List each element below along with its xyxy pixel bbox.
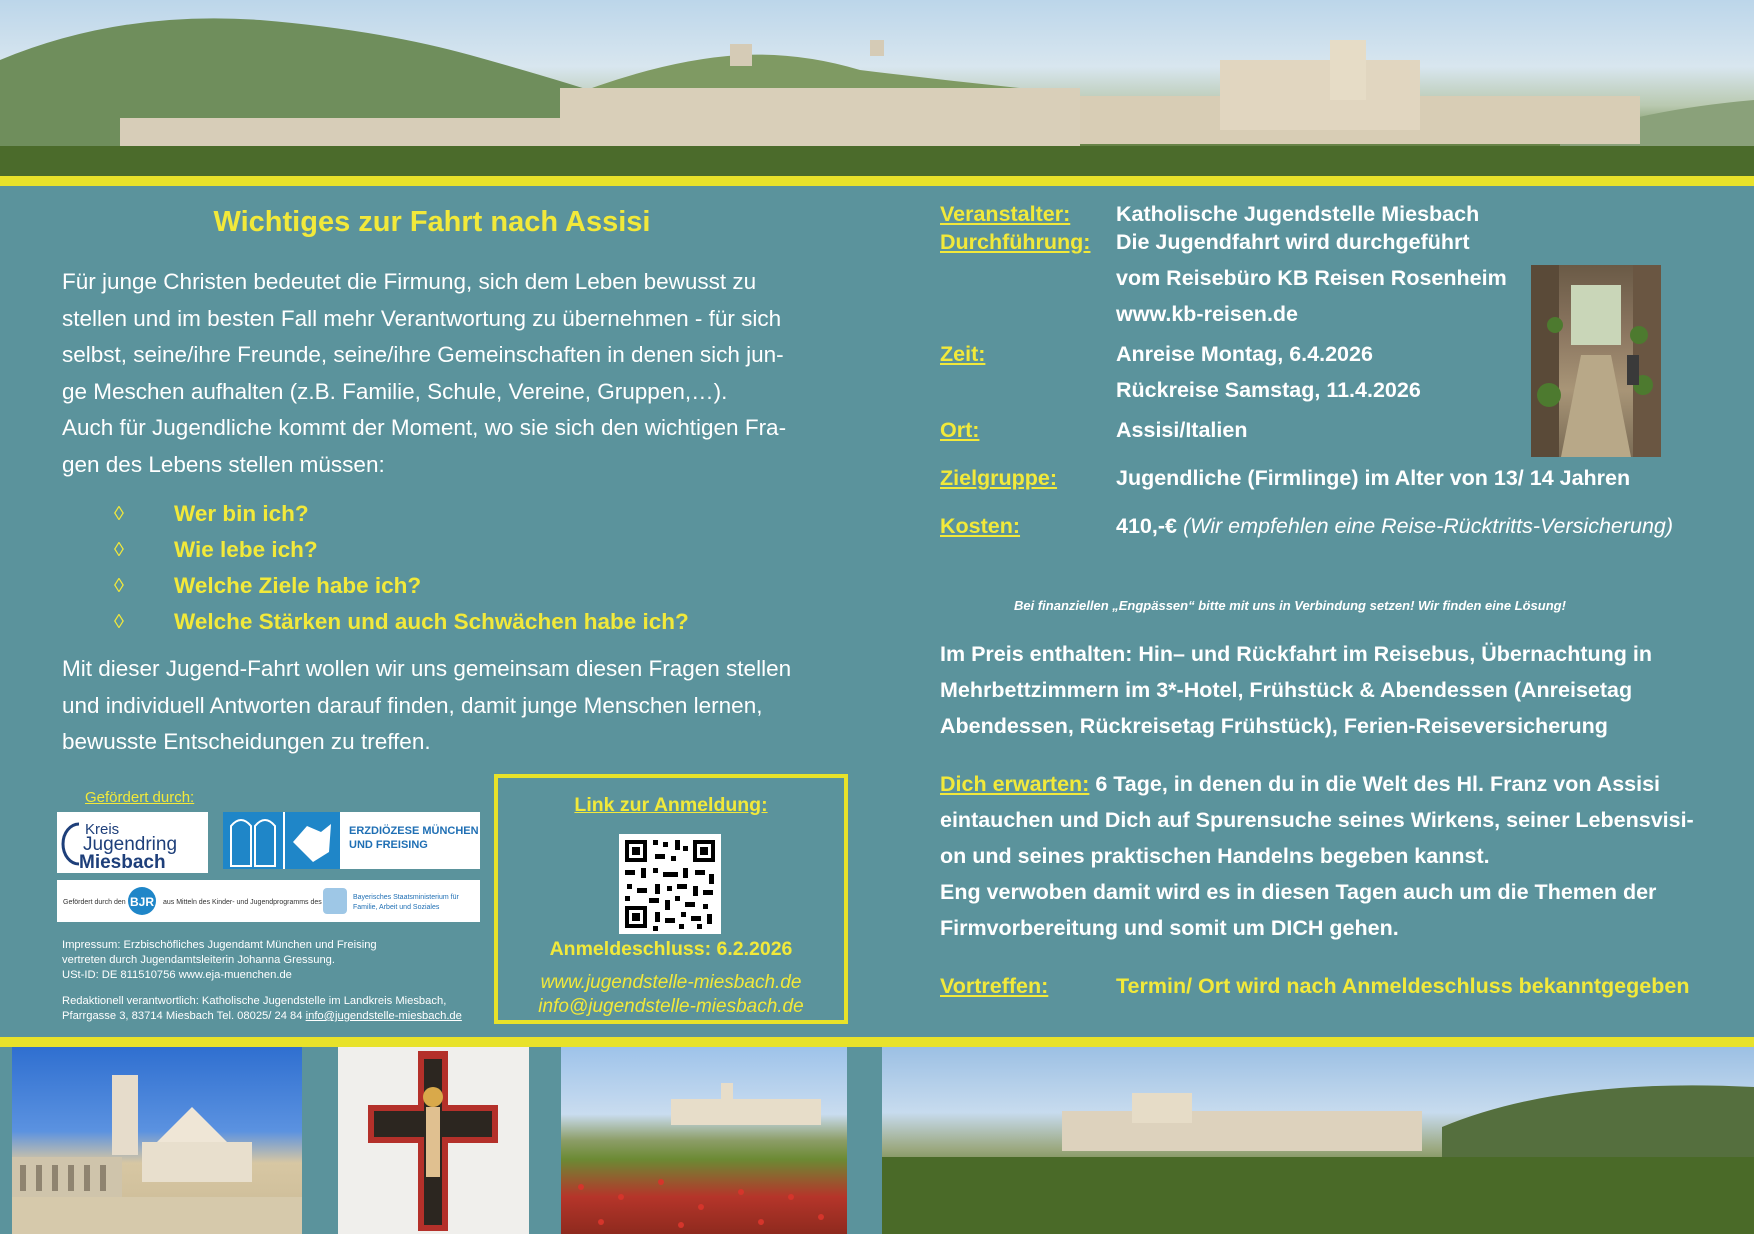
poppy-field-photo	[561, 1047, 847, 1234]
funded-by-label: Gefördert durch:	[85, 789, 195, 806]
zielgruppe-label: Zielgruppe:	[940, 466, 1058, 490]
list-item: ◊ Welche Stärken und auch Schwächen habe ich?	[114, 609, 689, 634]
assisi-panorama-photo	[0, 0, 1754, 176]
alley-photo	[1531, 265, 1661, 457]
expect-label: Dich erwarten:	[940, 772, 1090, 796]
veranstalter-label: Veranstalter:	[940, 202, 1071, 226]
vortreffen-label: Vortreffen:	[940, 974, 1049, 998]
page-title: Wichtiges zur Fahrt nach Assisi	[213, 206, 651, 238]
impressum-email-link[interactable]: info@jugendstelle-miesbach.de	[305, 1010, 462, 1022]
erzdioezese-logo	[223, 812, 480, 869]
ort-label: Ort:	[940, 418, 980, 442]
zielgruppe-value: Jugendliche (Firmlinge) im Alter von 13/ 14 Jahren	[1116, 466, 1631, 490]
kosten-label: Kosten:	[940, 514, 1021, 538]
diamond-bullet-icon: ◊	[114, 502, 124, 525]
svg-text:Kreis: Kreis	[85, 821, 120, 838]
kosten-value: 410,-€ (Wir empfehlen eine Reise-Rücktritts-Versicherung)	[1116, 514, 1674, 538]
basilica-photo	[12, 1047, 302, 1234]
registration-deadline: Anmeldeschluss: 6.2.2026	[549, 938, 793, 960]
included-paragraph: Im Preis enthalten: Hin– und Rückfahrt im Reisebus, Übernachtung in Mehrbettzimmern im 3*-Hotel, Frühstück & Abendessen (Anreisetag Abendessen, Rückreisetag Frühstück), Ferien-Reiseversicherung	[940, 642, 1652, 738]
diamond-bullet-icon: ◊	[114, 610, 124, 633]
durchfuehrung-value: Die Jugendfahrt wird durchgeführt vom Reisebüro KB Reisen Rosenheim www.kb-reisen.de	[1116, 224, 1507, 332]
expect-paragraph: Dich erwarten: 6 Tage, in denen du in die Welt des Hl. Franz von Assisi eintauchen und Dich auf Spurensuche seines Wirkens, seiner Lebensvisi- on und seines praktischen Handelns begeben kannst. Eng verwoben damit wird es in diesen Tagen auch um die Themen der Firmvorbereitung und somit um DICH gehen.	[940, 772, 1694, 940]
website-link[interactable]: www.jugendstelle-miesbach.de	[540, 972, 802, 993]
svg-text:UND FREISING: UND FREISING	[349, 839, 428, 851]
durchfuehrung-label: Durchführung:	[940, 230, 1091, 254]
zeit-value: Anreise Montag, 6.4.2026 Rückreise Samstag, 11.4.2026	[1116, 342, 1421, 402]
zeit-label: Zeit:	[940, 342, 986, 366]
main-panel	[0, 186, 1754, 1037]
outro-paragraph: Mit dieser Jugend-Fahrt wollen wir uns gemeinsam diesen Fragen stellen und individuell Antworten darauf finden, damit junge Menschen lernen, bewusste Entscheidungen zu treffen.	[62, 656, 792, 754]
list-item: ◊ Wer bin ich?	[114, 501, 309, 526]
top-yellow-band	[0, 176, 1754, 186]
svg-text:Miesbach: Miesbach	[79, 852, 166, 873]
list-item: ◊ Wie lebe ich?	[114, 537, 318, 562]
bjr-funding-logo	[57, 880, 480, 922]
kreisjugendring-logo	[57, 812, 208, 873]
assisi-hillside-photo	[882, 1047, 1754, 1234]
registration-box	[494, 774, 848, 1024]
intro-paragraph: Für junge Christen bedeutet die Firmung, sich dem Leben bewusst zu stellen und im besten Fall mehr Verantwortung zu übernehmen - für sich selbst, seine/ihre Freunde, seine/ihre Gemeinschaften in denen sich jun- ge Meschen aufhalten (z.B. Familie, Schule, Vereine, Gruppen,…). Auch für Jugendliche kommt der Moment, wo sie sich den wichtigen Fra- gen des Lebens stellen müssen:	[62, 269, 787, 477]
svg-text:Bayerisches Staatsministerium: Bayerisches Staatsministerium für	[353, 894, 459, 901]
veranstalter-value: Katholische Jugendstelle Miesbach	[1116, 202, 1480, 226]
svg-text:ERZDIÖZESE MÜNCHEN: ERZDIÖZESE MÜNCHEN	[349, 825, 479, 837]
bottom-yellow-band	[0, 1037, 1754, 1047]
ort-value: Assisi/Italien	[1116, 418, 1248, 442]
svg-text:Jugendring: Jugendring	[83, 834, 178, 855]
svg-text:BJR: BJR	[130, 895, 155, 909]
email-link[interactable]: info@jugendstelle-miesbach.de	[538, 996, 804, 1017]
bottom-photo-strip	[0, 1047, 1754, 1234]
svg-text:aus Mitteln des Kinder- und Ju: aus Mitteln des Kinder- und Jugendprogramms des	[163, 899, 322, 906]
diamond-bullet-icon: ◊	[114, 538, 124, 561]
svg-text:Familie, Arbeit und Soziales: Familie, Arbeit und Soziales	[353, 904, 440, 911]
san-damiano-cross-photo	[338, 1047, 529, 1234]
question-list	[114, 496, 689, 640]
svg-text:Gefördert durch den: Gefördert durch den	[63, 899, 126, 906]
kb-reisen-link[interactable]: www.kb-reisen.de	[1116, 302, 1299, 326]
vortreffen-value: Termin/ Ort wird nach Anmeldeschluss bekanntgegeben	[1116, 974, 1690, 998]
finance-note: Bei finanziellen „Engpässen“ bitte mit uns in Verbindung setzen! Wir finden eine Lösung!	[1014, 598, 1566, 613]
diamond-bullet-icon: ◊	[114, 574, 124, 597]
registration-title[interactable]: Link zur Anmeldung:	[574, 794, 768, 816]
impressum: Impressum: Erzbischöfliches Jugendamt München und Freising vertreten durch Jugendamtsleiterin Johanna Gressung. USt-ID: DE 811510756 www.eja-muenchen.de Redaktionell verantwortlich: Katholische Jugendstelle im Landkreis Miesbach, Pfarrgasse 3, 83714 Miesbach Tel. 08025/ 24 84 info@jugendstelle-miesbach.de	[62, 939, 462, 1022]
list-item: ◊ Welche Ziele habe ich?	[114, 573, 422, 598]
qr-code-icon[interactable]	[619, 834, 721, 934]
